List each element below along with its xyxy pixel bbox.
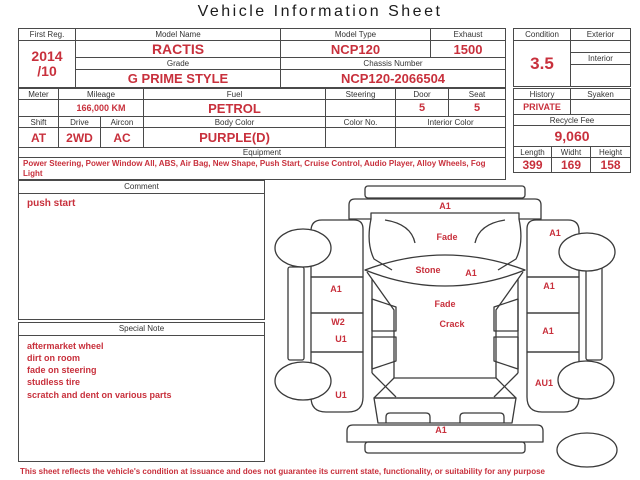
- steering-label: Steering: [326, 89, 396, 100]
- special-note-lines: [19, 336, 264, 405]
- damage-label: AU1: [534, 378, 554, 388]
- special-note-label: Special Note: [19, 323, 264, 336]
- taillight-right: [460, 413, 504, 423]
- rear-window: [374, 378, 516, 398]
- condition-label: Condition: [514, 29, 571, 41]
- seat-value: 5: [449, 100, 506, 117]
- body-color-label: Body Color: [144, 117, 326, 128]
- comment-box: [18, 180, 265, 320]
- damage-label: U1: [335, 390, 347, 400]
- headlight-right: [475, 220, 505, 243]
- exhaust-value: 1500: [431, 41, 506, 58]
- chassis-value: NCP120-2066504: [281, 70, 506, 88]
- roof-right-edge: [496, 272, 523, 378]
- meter-value: [19, 100, 59, 117]
- width-value: 169: [552, 158, 591, 173]
- left-cpillar-line: [372, 373, 396, 397]
- right-rear-sill: [494, 337, 518, 369]
- door-value: 5: [396, 100, 449, 117]
- length-label: Length: [514, 147, 552, 158]
- meter-label: Meter: [19, 89, 59, 100]
- front-right-wheel: [559, 233, 615, 271]
- equipment-label: Equipment: [19, 148, 506, 158]
- drive-label: Drive: [59, 117, 101, 128]
- car-damage-diagram: [268, 183, 640, 468]
- damage-label: Fade: [434, 299, 456, 309]
- interior-label: Interior: [571, 53, 631, 65]
- exhaust-label: Exhaust: [431, 29, 506, 41]
- rear-right-wheel: [558, 361, 614, 399]
- damage-label: U1: [335, 334, 347, 344]
- fuel-label: Fuel: [144, 89, 326, 100]
- damage-label: A1: [542, 326, 554, 336]
- damage-label: A1: [435, 425, 447, 435]
- damage-label: Fade: [436, 232, 458, 242]
- height-value: 158: [591, 158, 631, 173]
- left-front-door: [311, 277, 363, 313]
- history-label: History: [514, 89, 571, 100]
- color-no-label: Color No.: [326, 117, 396, 128]
- front-left-wheel: [275, 229, 331, 267]
- damage-label: A1: [465, 268, 477, 278]
- special-note-line: scratch and dent on various parts: [27, 389, 172, 400]
- history-value: PRIVATE: [514, 100, 571, 115]
- height-label: Height: [591, 147, 631, 158]
- condition-table: [513, 28, 631, 87]
- first-reg-label: First Reg.: [19, 29, 76, 41]
- recycle-fee-label: Recycle Fee: [514, 115, 631, 126]
- color-no-value: [326, 128, 396, 148]
- interior-value: [571, 65, 631, 87]
- interior-color-label: Interior Color: [396, 117, 506, 128]
- special-note-line: fade on steering: [27, 365, 97, 376]
- exterior-value: [571, 41, 631, 53]
- right-front-sill: [494, 299, 518, 331]
- taillight-left: [386, 413, 430, 423]
- footer-disclaimer: This sheet reflects the vehicle's condition at issuance and does not guarantee its current state, functionality, or suitability for any purpose: [20, 467, 545, 476]
- shift-value: AT: [19, 128, 59, 148]
- spare-wheel: [557, 433, 617, 467]
- length-value: 399: [514, 158, 552, 173]
- model-type-label: Model Type: [281, 29, 431, 41]
- exterior-label: Exterior: [571, 29, 631, 41]
- aircon-label: Aircon: [101, 117, 144, 128]
- fuel-value: PETROL: [144, 100, 326, 117]
- roof-left-edge: [367, 272, 394, 378]
- right-rocker-panel: [586, 267, 602, 360]
- condition-score: 3.5: [514, 41, 571, 87]
- syaken-value: [571, 100, 631, 115]
- grade-label: Grade: [76, 58, 281, 70]
- special-note-box: [18, 322, 265, 462]
- vehicle-id-table: [18, 28, 506, 88]
- headlight-left: [385, 220, 415, 243]
- body-color-value: PURPLE(D): [144, 128, 326, 148]
- damage-label: W2: [331, 317, 345, 327]
- steering-value: [326, 100, 396, 117]
- page-title: Vehicle Information Sheet: [197, 3, 443, 20]
- shift-label: Shift: [19, 117, 59, 128]
- history-table: [513, 88, 631, 173]
- aircon-value: AC: [101, 128, 144, 148]
- spec-table: [18, 88, 506, 180]
- damage-label: A1: [543, 281, 555, 291]
- model-name-value: RACTIS: [76, 41, 281, 58]
- special-note-line: aftermarket wheel: [27, 341, 104, 351]
- seat-label: Seat: [449, 89, 506, 100]
- trunk: [374, 398, 516, 423]
- rear-left-wheel: [275, 362, 331, 400]
- special-note-line: dirt on room: [27, 353, 80, 364]
- damage-label: Stone: [415, 265, 441, 275]
- equipment-value: Power Steering, Power Window All, ABS, Air Bag, New Shape, Push Start, Cruise Control, Audio Player, Alloy Wheels, Fog Light: [19, 158, 506, 180]
- first-reg-value: 2014 /10: [19, 41, 76, 88]
- recycle-fee-value: 9,060: [514, 126, 631, 147]
- right-cpillar-line: [494, 373, 518, 397]
- syaken-label: Syaken: [571, 89, 631, 100]
- damage-label: A1: [330, 284, 342, 294]
- interior-color-value: [396, 128, 506, 148]
- drive-value: 2WD: [59, 128, 101, 148]
- chassis-label: Chassis Number: [281, 58, 506, 70]
- left-rocker-panel: [288, 267, 304, 360]
- left-rear-sill: [372, 337, 396, 369]
- model-name-label: Model Name: [76, 29, 281, 41]
- width-label: Widht: [552, 147, 591, 158]
- damage-label: A1: [549, 228, 561, 238]
- comment-text: push start: [27, 198, 76, 209]
- left-front-sill: [372, 299, 396, 331]
- comment-label: Comment: [19, 181, 264, 194]
- damage-label: A1: [439, 201, 451, 211]
- damage-labels: [330, 201, 561, 435]
- model-type-value: NCP120: [281, 41, 431, 58]
- mileage-label: Mileage: [59, 89, 144, 100]
- front-bumper-lip: [365, 186, 525, 198]
- rear-bumper-lip: [365, 442, 525, 453]
- special-note-line: studless tire: [27, 377, 81, 388]
- grade-value: G PRIME STYLE: [76, 70, 281, 88]
- mileage-value: 166,000 KM: [59, 100, 144, 117]
- door-label: Door: [396, 89, 449, 100]
- windshield: [365, 255, 525, 286]
- damage-label: Crack: [439, 319, 465, 329]
